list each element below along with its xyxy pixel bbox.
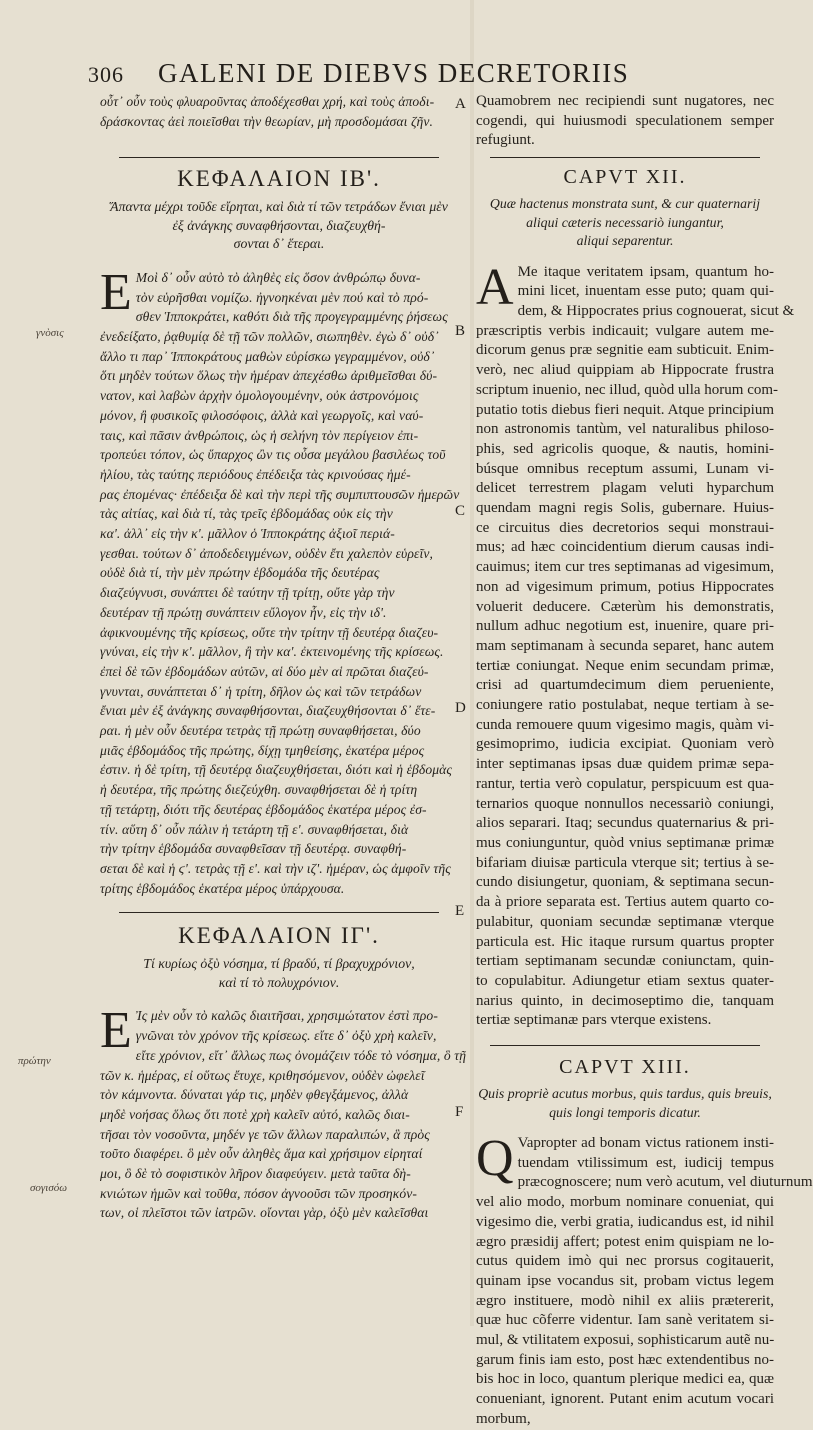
text-line: mus; ad hæc coincidentium dierum causas indi-: [476, 539, 774, 556]
text-line: bis hoc in loco, quantum plerique medici ea, quæ: [476, 1371, 774, 1388]
text-line: ἄλλο τι παρ᾽ Ἱπποκράτους μαθὼν εὑρίσκω γεγραμμένον, οὐδ᾽: [100, 348, 435, 364]
text-line: dem, & Hippocrates prius cognouerat, sicut &: [517, 303, 795, 320]
margin-letter-f: F: [455, 1104, 464, 1120]
greek-column: [100, 92, 467, 1223]
text-line: δευτέραν τῇ πρώτῃ συνάπτειν εὔλογον ἦν, εἰς τὴν ιδ'.: [100, 604, 387, 620]
text-line: to copulabitur. Adiungetur etiam sextus quater-: [476, 972, 774, 989]
text-line: cauimus; item cur tres septimanas ad vigesimum,: [476, 559, 774, 576]
text-line: pulabitur, quoniam secundæ septimanæ vterque: [476, 913, 774, 930]
greek-chapter-12-summary: ἐξ ἀνάγκης συναφθήσονται, διαζευχθή-: [172, 217, 386, 233]
text-line: crisi ad quartumdecimum diem perueniente,: [476, 677, 774, 694]
latin-chapter-12-summary: Quæ hactenus monstrata sunt, & cur quaternarij: [489, 196, 761, 212]
text-line: ραι. ἡ μὲν οὖν δευτέρα τετρὰς τῇ πρώτῃ συναφθήσεται, δύο: [100, 723, 421, 739]
text-line: tertiæ septimanæ pars vterque existens.: [476, 1012, 712, 1029]
latin-chapter-12-summary: aliqui separentur.: [576, 233, 674, 249]
drop-initial: A: [476, 258, 514, 316]
text-line: τρίτης ἑβδομάδος ἑκατέρα μέρος ὑπάρχουσα.: [100, 880, 345, 896]
text-line: mini licet, inuentam esse puto; quam qui-: [517, 283, 774, 300]
text-line: διαζεύγνυσι, συνάπτει δὲ ταύτην τῇ τρίτῃ, οὔτε γὰρ τὴν: [100, 585, 395, 601]
text-line: ρας ἐπομένας· ἐπέδειξα δὲ καὶ τὴν περὶ τῆς συμπιπτουσῶν ἡμερῶν: [100, 486, 460, 502]
text-line: conueniant, ignorent. Putant enim acutum vocari: [476, 1391, 774, 1408]
text-line: voluerit deducere. Cæterùm his demonstratis,: [476, 598, 774, 615]
text-line: νατον, καὶ λαβὼν ἀρχὴν ὁμολογουμένην, οὐκ ἀστρονόμοις: [100, 388, 419, 404]
text-line: μιᾶς ἑβδομάδος τῆς πρώτης, δίχῃ τμηθείσης, ἑκατέρα μέρος: [100, 742, 425, 758]
text-line: coniungere ratio postulabat, neque tertiam à se-: [476, 697, 774, 714]
text-line: gesimoprimo, iudicia excipiat. Quoniam verò: [476, 736, 774, 753]
text-line: tuendam vtilissimum est, iudicij tempus: [517, 1154, 774, 1171]
drop-initial: Ε: [100, 263, 132, 321]
text-line: vel alio modo, morbum nominare conueniat, qui: [476, 1194, 774, 1211]
text-line: Μοὶ δ᾽ οὖν αὐτὸ τὸ ἀληθὲς εἰς ὅσον ἀνθρώπῳ δυνα-: [135, 269, 421, 285]
text-line: γνῶναι τὸν χρόνον τῆς κρίσεως. εἴτε δ᾽ ὀξὺ χρὴ καλεῖν,: [135, 1028, 437, 1044]
drop-initial: Q: [476, 1130, 514, 1188]
text-line: rantur, tertia verò copulatur, perspicuum est qua-: [476, 775, 774, 792]
text-line: τροπεύει τόπον, ὡς ὕπαρχος ὢν τις οὖσα μεγάλου βασιλέως τοῦ: [100, 447, 446, 463]
latin-intro-line: refugiunt.: [476, 132, 535, 149]
text-line: ternarios quoque nonnullos necessariò coniungi,: [476, 795, 774, 812]
greek-chapter-13-summary: καὶ τί τὸ πολυχρόνιον.: [218, 974, 340, 990]
text-line: vigesimo die, verbi gratia, iudicandus est, id nihil: [476, 1213, 774, 1230]
text-line: delicet terrestrem plagam veluti hyparchum: [476, 480, 774, 497]
text-line: τὰς αἰτίας, καὶ διὰ τί, τὰς τρεῖς ἑβδομάδας οὐκ εἰς τὴν: [100, 506, 393, 522]
greek-chapter-12-heading: ΚΕΦΑΛΑΙΟΝ ΙΒ'.: [177, 166, 381, 192]
text-line: præscriptis verbis indicauit; vulgare autem me-: [476, 322, 774, 339]
margin-letter-a: A: [455, 96, 466, 112]
text-line: τίν. αὕτη δ᾽ οὖν πάλιν ἡ τετάρτη τῇ ε'. συναφθήσεται, διὰ: [100, 821, 409, 837]
text-line: σθεν Ἱπποκράτει, καθότι διὰ τῆς προγεγραμμένης ῥήσεως: [135, 309, 448, 325]
text-line: Me itaque veritatem ipsam, quantum ho-: [517, 263, 774, 280]
text-line: τὸν εὑρῆσθαι νομίζω. ἠγνοηκέναι μὲν πού καὶ τὸ πρό-: [135, 289, 429, 305]
text-line: ἐνεδείξατο, ῥᾳθυμίᾳ δὲ τῇ τῶν πολλῶν, σιωπηθὲν. ἐγὼ δ᾽ οὐδ᾽: [100, 329, 439, 345]
text-line: putatio totis diebus fieri nequit. Atque principium: [476, 401, 774, 418]
text-line: quinam ipse vocandus sit, probam victus legem: [476, 1272, 774, 1289]
text-line: τῆσαι τὸν νοσοῦντα, μηδέν γε τῶν ἄλλων παραλιπών, ἃ πρὸς: [100, 1126, 430, 1142]
text-line: των, οἱ πλεῖστοι τῶν ἰατρῶν. οἴονται γὰρ, ὀξὺ μὲν καλεῖσθαι: [100, 1205, 429, 1221]
margin-note-3: σογισόω: [30, 1182, 68, 1194]
greek-chapter-12-summary: σονται δ᾽ ἕτεραι.: [233, 236, 325, 252]
text-line: οὐδὲ διὰ τί, τὴν μὲν πρώτην ἑβδομάδα τῆς δευτέρας: [100, 565, 380, 581]
text-line: ἡλίου, τὰς ταύτης περιόδους ἐπέδειξα τὰς κρινούσας ἡμέ-: [100, 466, 411, 482]
text-line: Ἰς μὲν οὖν τὸ καλῶς διαιτῆσαι, χρησιμώτατον ἐστὶ προ-: [135, 1008, 438, 1024]
text-line: μοι, ὃ δὲ τὸ σοφιστικὸν λῆρον διαφεύγειν. μετὰ ταῦτα δὴ-: [100, 1166, 411, 1182]
greek-chapter-12-body: [100, 263, 460, 899]
text-line: ἔνιαι μὲν ἐξ ἀνάγκης συναφθήσονται, διαζευχθήσονται δ᾽ ἕτε-: [100, 703, 436, 719]
text-line: quendam magni regis Solis, gubernare. Huius-: [476, 500, 774, 517]
text-line: μόνον, ἢ φυσικοῖς φιλοσόφοις, ἀλλὰ καὶ γεωργοῖς, καὶ ναύ-: [100, 407, 424, 423]
text-line: mul, & vtilitatem exposui, sophisticarum autẽ nu-: [476, 1332, 775, 1349]
text-line: mus coniunguntur, quòd vnius septimanæ primæ: [476, 835, 774, 851]
drop-initial: Ε: [100, 1002, 132, 1060]
text-line: ἐστιν. ἡ δὲ τρίτη, τῇ δευτέρᾳ διαζευχθήσεται, διότι καὶ ἡ ἑβδομὰς: [100, 762, 453, 778]
greek-intro-line: δράσκοντας ἀεὶ ποιεῖσθαι τὴν θεωρίαν, μὴ προσδομάσαι ζῆν.: [100, 113, 434, 129]
margin-letter-e: E: [455, 903, 465, 919]
text-line: σεται δὲ καὶ ἡ ϛ'. τετρὰς τῇ ε'. καὶ τὴν ιζ'. ἡμέραν, ὡς ἀμφοῖν τῆς: [100, 861, 451, 876]
text-line: cundo disiungetur, quoniam, & septimana secun-: [476, 874, 774, 891]
text-line: κνιώτων ἡμῶν καὶ τοῦθα, πόσον ἀγνοοῦσι τῶν προσηκόν-: [100, 1185, 417, 1201]
latin-chapter-13-heading: CAPVT XIII.: [559, 1056, 691, 1079]
text-line: γνύναι, εἰς τὴν κ'. μᾶλλον, ἢ τὴν κα'. ἐκτεινομένης τῆς κρίσεως.: [100, 644, 444, 660]
text-line: nullum adhuc negotium est, inuenire, quare pri-: [476, 618, 774, 635]
margin-letter-b: B: [455, 323, 466, 339]
text-line: τῇ τετάρτῃ, διότι τῆς δευτέρας ἑβδομάδος ἑκατέρα μέρος ἐσ-: [100, 801, 427, 817]
margin-note-2: πρώτην: [18, 1055, 51, 1067]
greek-chapter-13-body: [100, 1002, 467, 1223]
gutter-shadow: [470, 0, 474, 1326]
greek-chapter-12-summary: Ἅπαντα μέχρι τοῦδε εἴρηται, καὶ διὰ τί τῶν τετράδων ἔνιαι μὲν: [110, 199, 448, 215]
latin-intro-line: Quamobrem nec recipiendi sunt nugatores, nec: [476, 93, 774, 109]
text-line: ægro præsidij affert; potest enim quispiam ne lo-: [476, 1233, 774, 1250]
text-line: cutus quidem imò qui nec prorsus cogitauerit,: [476, 1253, 774, 1270]
latin-chapter-13-summary: quis longi temporis dicatur.: [549, 1104, 701, 1120]
text-line: mam septimanam à secunda separet, hanc autem: [476, 637, 774, 654]
text-line: non ad vigesimum primum, potius Hippocrates: [476, 578, 774, 595]
text-line: τὸν κάμνοντα. δύναται γάρ τις, μηδὲν φθεγξάμενος, ἀλλὰ: [100, 1087, 409, 1103]
text-line: ἐπεὶ δὲ τῶν ἑβδομάδων αὐτῶν, αἱ δύο μὲν αἱ πρῶται διαζεύ-: [100, 663, 429, 679]
text-line: τῶν κ. ἡμέρας, εἰ οὕτως ἔτυχε, κριθησόμενον, οὐδὲν ὠφελεῖ: [100, 1067, 425, 1083]
latin-chapter-12-summary: aliqui cæteris necessariò iungantur,: [526, 214, 724, 230]
chapter-rule: [119, 912, 439, 913]
running-title: GALENI DE DIEBVS DECRETORIIS: [158, 58, 630, 88]
chapter-rule: [119, 157, 439, 158]
text-line: tertiæ coniungat. Neque enim secundam primæ,: [476, 657, 774, 674]
greek-chapter-13-summary: Τί κυρίως ὀξὺ νόσημα, τί βραδύ, τί βραχυχρόνιον,: [143, 956, 415, 972]
latin-intro-line: cogendi, qui huiusmodi speculationem semper: [476, 112, 774, 129]
chapter-rule: [490, 1045, 760, 1046]
text-line: dicorum genus præ segnitie eam subticuit. Enim-: [476, 342, 774, 359]
running-head: [88, 58, 768, 92]
text-line: τοῦτο διαφέρει. ὃ μὲν οὖν ἀληθὲς ἅμα καὶ χρήσιμον εἰρηταί: [100, 1146, 423, 1162]
text-line: particula est. Hic itaque rursum quartus propter: [476, 933, 774, 950]
text-line: Vapropter ad bonam victus rationem insti-: [517, 1135, 774, 1152]
text-line: cunda remouere quum vigesimo magis, quàm vi-: [476, 716, 774, 733]
text-line: phis, sed agricolis quoque, & nautis, homini-: [476, 440, 774, 457]
page-number: 306: [88, 62, 124, 87]
text-line: μηδὲ νοήσας ὅλως ὅτι ποτὲ χρὴ καλεῖν αὐτό, καλῶς διαι-: [100, 1106, 410, 1122]
margin-note-1: γνὸσις: [36, 327, 64, 339]
text-line: ταις, καὶ πᾶσιν ἀνθρώποις, ὡς ἡ σελήνη τὸν περίγειον ἐπι-: [100, 427, 419, 443]
text-line: ægro instituere, modò nihil ex aliis prætererit,: [476, 1292, 774, 1309]
margin-letter-c: C: [455, 503, 466, 519]
text-line: ce circuitus dies decretorios sequi monstraui-: [476, 519, 774, 536]
text-line: ἡ δευτέρα, τῆς πρώτης διεζεύχθη. συναφθήσεται δὲ ἡ τρίτη: [100, 782, 418, 798]
latin-chapter-13-body: [476, 1130, 813, 1430]
greek-chapter-13-heading: ΚΕΦΑΛΑΙΟΝ ΙΓ'.: [178, 923, 380, 949]
latin-column: [476, 92, 813, 1430]
text-line: verò, nec aliud quippiam ab Hippocrate frustra: [476, 362, 774, 379]
latin-chapter-13-summary: Quis propriè acutus morbus, quis tardus, quis breuis,: [478, 1086, 772, 1102]
latin-chapter-12-heading: CAPVT XII.: [563, 166, 687, 189]
text-line: non astronomis tantùm, vel naturalibus philoso-: [476, 421, 774, 438]
text-line: εἴτε χρόνιον, εἴτ᾽ ἄλλως πως ὀνομάζειν τόδε τὸ νόσημα, ὃ τῇ: [135, 1047, 467, 1063]
text-line: ἀφικνουμένης τῆς κρίσεως, οὔτε τὴν τρίτην τῇ δευτέρᾳ διαζευ-: [100, 624, 439, 640]
text-line: γνυνται, συνάπτεται δ᾽ ἡ τρίτη, δῆλον ὡς καὶ τῶν τετράδων: [100, 683, 422, 699]
text-line: bifariam diuisæ particula vterque sit; tertius à se-: [476, 854, 774, 871]
greek-intro-line: οὖτ᾽ οὖν τοὺς φλυαροῦντας ἀποδέχεσθαι χρή, καὶ τοὺς ἀποδι-: [100, 94, 435, 109]
chapter-rule: [490, 157, 760, 158]
text-line: inter septimanas ipsas duæ quidem primæ sepa-: [476, 756, 774, 773]
text-line: alios separari. Itaq; secundus quaternarius & pri-: [476, 815, 774, 832]
text-line: quæ huc cõferre videntur. Iam sanè veritatem si-: [476, 1312, 774, 1329]
text-line: κα'. ἀλλ᾽ εἰς τὴν κ'. μᾶλλον ὁ Ἱπποκράτης ἀξιοῖ περιά-: [100, 526, 395, 542]
text-line: tertiam septimanam secundæ coniunctam, quin-: [476, 953, 774, 970]
text-line: garum finis iam esto, post hæc extendentibus no-: [476, 1351, 774, 1368]
text-line: narius quinto, in decimoseptimo die, tanquam: [476, 992, 774, 1009]
text-line: γεσθαι. τούτων δ᾽ ἀποδεδειγμένων, οὐδὲν ἔτι χαλεπὸν εὑρεῖν,: [100, 545, 433, 561]
latin-chapter-12-body: [476, 258, 795, 1031]
text-line: τὴν τρίτην ἑβδομάδα συναφθεῖσαν τῇ δευτέρᾳ. συναφθή-: [100, 841, 407, 857]
text-line: da à priore separata est. Tertius autem quarto co-: [476, 894, 774, 911]
margin-letter-d: D: [455, 700, 466, 716]
text-line: ὅτι μηδὲν τούτων ὅλως τὴν ἡμέραν ἀπεχέσθω ἀριθμεῖσθαι δύ-: [100, 368, 438, 384]
text-line: præcognoscere; num verò acutum, vel diuturnum: [517, 1174, 813, 1191]
text-line: morbum,: [476, 1410, 531, 1427]
text-line: scriptum inuenio, nec illud, quòd ulla horum com-: [476, 381, 779, 398]
text-line: búsque omnibus receptum assumi, Lunam vi-: [476, 460, 774, 477]
